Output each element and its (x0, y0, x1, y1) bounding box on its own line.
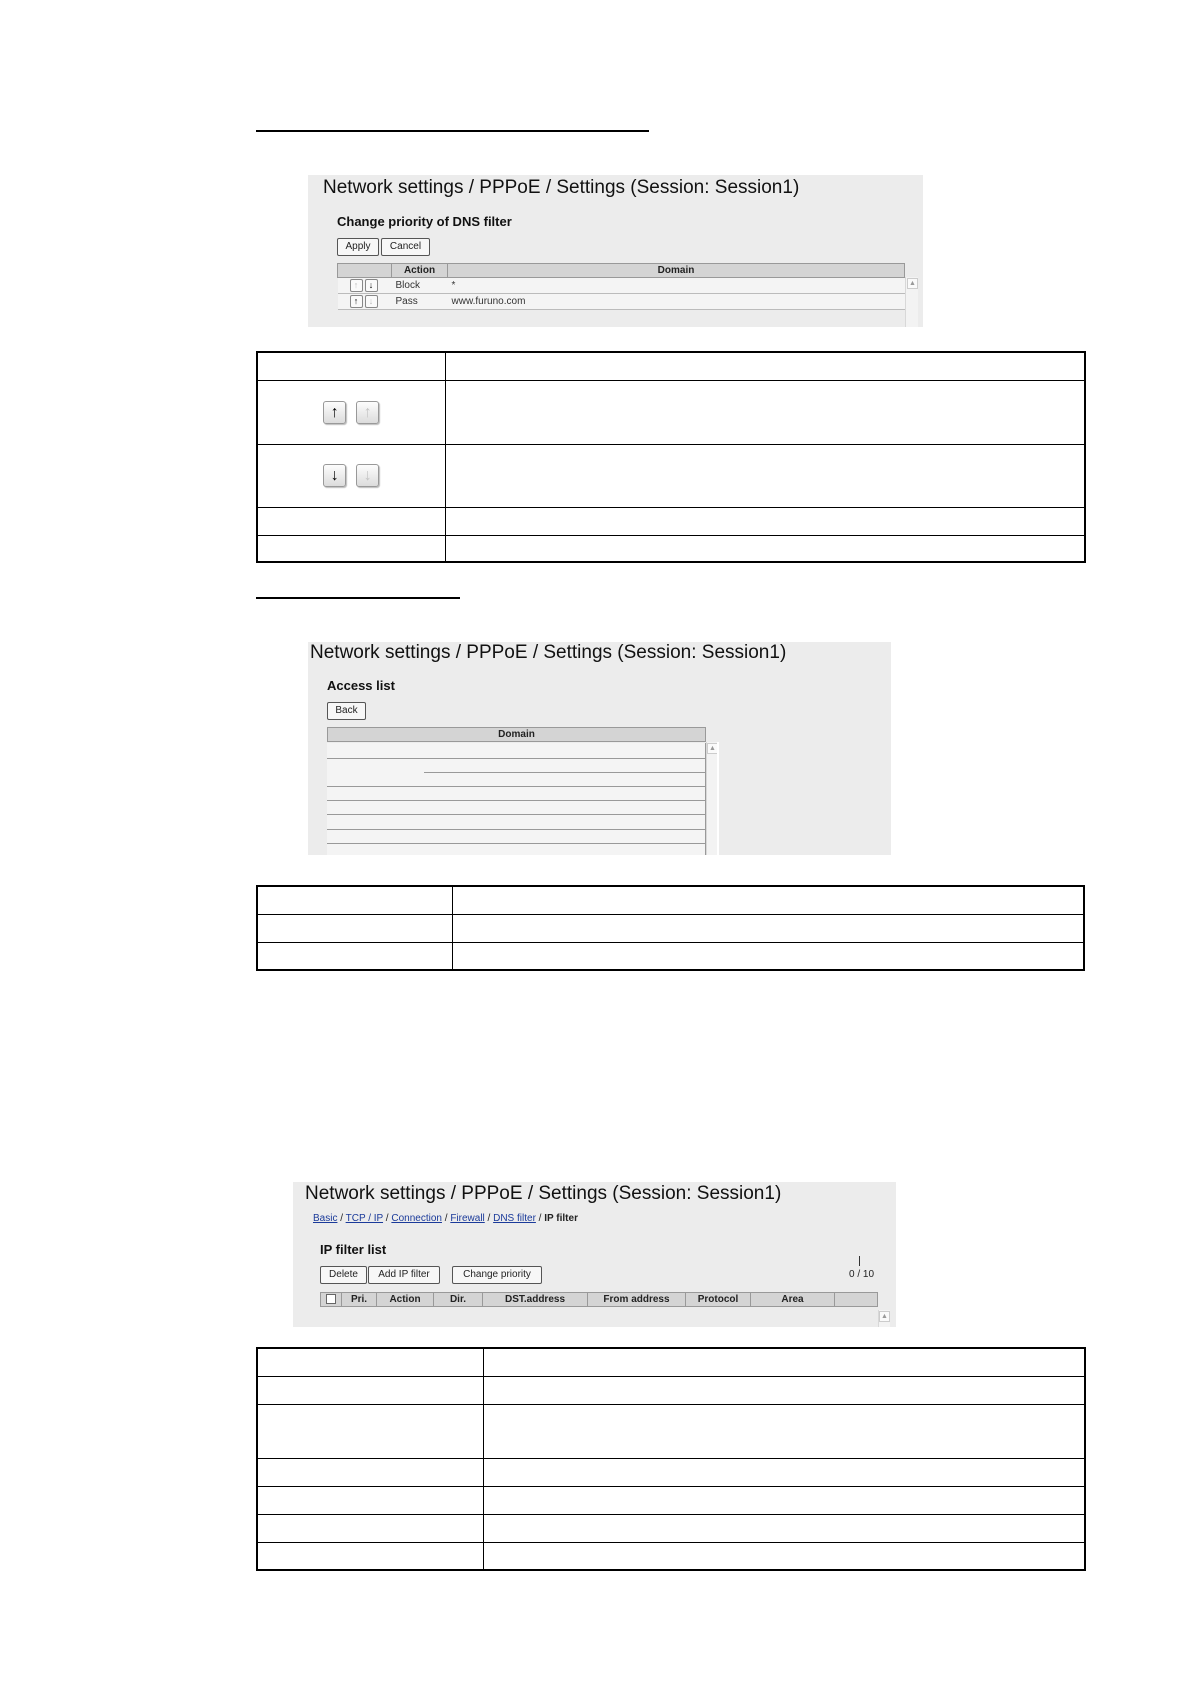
breadcrumb-link-tcp-ip[interactable]: TCP / IP (345, 1213, 384, 1224)
table-row (257, 1404, 1085, 1458)
back-button[interactable]: Back (327, 702, 366, 720)
table-row (257, 507, 1085, 535)
breadcrumb-link-firewall[interactable]: Firewall (450, 1213, 485, 1224)
table-row (257, 352, 1085, 380)
column-header-action: Action (377, 1293, 434, 1307)
access-list-table (327, 727, 706, 742)
access-list-body (327, 743, 706, 855)
description-table-2 (256, 885, 1085, 971)
section-heading-underline-2 (256, 597, 460, 599)
down-arrow-cell (257, 444, 445, 507)
select-all-cell (321, 1293, 342, 1307)
move-down-icon[interactable]: ↓ (365, 279, 378, 292)
move-up-icon[interactable]: ↑ (350, 295, 363, 308)
table-row (257, 1486, 1085, 1514)
count-indicator-mark (859, 1256, 860, 1266)
row-arrows (338, 278, 392, 294)
breadcrumb (313, 1213, 578, 1224)
up-arrow-cell (257, 380, 445, 444)
table-row (257, 1348, 1085, 1376)
row-action: Pass (392, 294, 448, 310)
breadcrumb-current: IP filter (544, 1213, 578, 1224)
up-arrow-active-icon: ↑ (323, 401, 346, 424)
breadcrumb-link-basic[interactable]: Basic (313, 1213, 338, 1224)
table-row (338, 278, 905, 294)
breadcrumb-separator: / (383, 1213, 392, 1224)
cancel-button[interactable]: Cancel (381, 238, 430, 256)
breadcrumb-separator: / (441, 1213, 451, 1224)
breadcrumb-link-dns-filter[interactable]: DNS filter (493, 1213, 536, 1224)
change-priority-button[interactable]: Change priority (452, 1266, 542, 1284)
column-header-dst-address: DST.address (483, 1293, 588, 1307)
table-header-row (338, 264, 905, 278)
row-arrows (338, 294, 392, 310)
screenshot-access-list (308, 642, 891, 855)
table-row (257, 914, 1084, 942)
column-header-pri: Pri. (342, 1293, 377, 1307)
table-header-row (321, 1293, 878, 1307)
column-header-protocol: Protocol (686, 1293, 751, 1307)
table-scrollbar[interactable] (905, 277, 918, 327)
column-header-action: Action (392, 264, 448, 278)
table-row (257, 1514, 1085, 1542)
scroll-up-icon[interactable]: ▲ (907, 278, 918, 289)
table-row (257, 535, 1085, 562)
table-row (257, 886, 1084, 914)
screenshot-change-priority-dns-filter (308, 175, 923, 327)
up-arrow-inactive-icon: ↑ (356, 401, 379, 424)
move-up-icon: ↑ (350, 279, 363, 292)
table-row (257, 942, 1084, 970)
row-domain: www.furuno.com (448, 294, 905, 310)
column-header-dir: Dir. (434, 1293, 483, 1307)
scroll-up-icon[interactable]: ▲ (879, 1311, 890, 1322)
move-down-icon: ↓ (365, 295, 378, 308)
screenshot-ip-filter-list (293, 1182, 896, 1327)
column-header-domain: Domain (328, 728, 706, 742)
breadcrumb-separator: / (337, 1213, 346, 1224)
section-subtitle: Access list (327, 678, 395, 693)
table-header-row (328, 728, 706, 742)
apply-button[interactable]: Apply (337, 238, 379, 256)
column-header-area: Area (751, 1293, 835, 1307)
section-subtitle: IP filter list (320, 1242, 387, 1257)
filter-count: 0 / 10 (849, 1269, 875, 1280)
section-subtitle: Change priority of DNS filter (337, 214, 512, 229)
select-all-checkbox[interactable] (326, 1294, 336, 1304)
column-header-domain: Domain (448, 264, 905, 278)
row-action: Block (392, 278, 448, 294)
row-domain: * (448, 278, 905, 294)
down-arrow-inactive-icon: ↓ (356, 464, 379, 487)
table-row (257, 380, 1085, 444)
breadcrumb-separator: / (535, 1213, 545, 1224)
breadcrumb-link-connection[interactable]: Connection (391, 1213, 442, 1224)
page-title: Network settings / PPPoE / Settings (Session: Session1) (310, 642, 787, 663)
column-header-from-address: From address (588, 1293, 686, 1307)
delete-button[interactable]: Delete (320, 1266, 367, 1284)
add-ip-filter-button[interactable]: Add IP filter (368, 1266, 440, 1284)
table-row (257, 1376, 1085, 1404)
page-title: Network settings / PPPoE / Settings (Session: Session1) (323, 177, 800, 198)
down-arrow-active-icon: ↓ (323, 464, 346, 487)
ip-filter-table (320, 1292, 878, 1307)
column-header-arrows (338, 264, 392, 278)
table-row (338, 294, 905, 310)
scroll-up-icon[interactable]: ▲ (707, 743, 718, 754)
breadcrumb-separator: / (484, 1213, 494, 1224)
page-title: Network settings / PPPoE / Settings (Session: Session1) (305, 1183, 782, 1204)
table-row (257, 1542, 1085, 1570)
section-heading-underline-1 (256, 130, 649, 132)
column-header-empty (835, 1293, 878, 1307)
table-row (257, 1458, 1085, 1486)
dns-filter-priority-table (337, 263, 905, 310)
ip-filter-scrollbar[interactable] (878, 1310, 890, 1327)
table-row (257, 444, 1085, 507)
divider (717, 742, 719, 855)
description-table-3 (256, 1347, 1086, 1571)
description-table-1 (256, 351, 1086, 563)
